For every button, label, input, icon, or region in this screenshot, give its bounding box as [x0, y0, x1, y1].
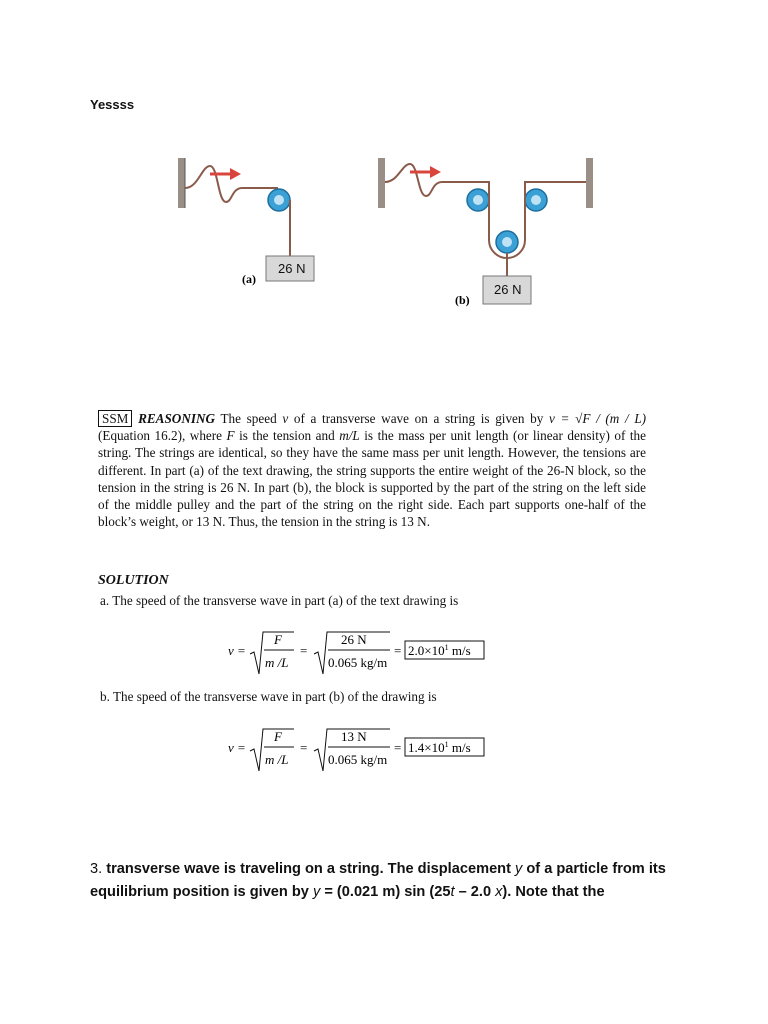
- figure-b: [372, 152, 608, 310]
- question-3-var-y2: y: [312, 884, 321, 900]
- eq-b-equals: =: [300, 740, 308, 755]
- eq-a-equals-2: =: [394, 643, 402, 658]
- eq-b-equals-2: =: [394, 740, 402, 755]
- question-3-var-t: t: [450, 884, 455, 900]
- reasoning-paragraph: [98, 410, 646, 530]
- speed-formula: v = √F / (m / L): [549, 411, 647, 426]
- question-3-var-y: y: [515, 861, 523, 877]
- equation-a: [228, 624, 528, 684]
- question-3-number: 3.: [90, 861, 107, 877]
- figure-b-label: (b): [455, 293, 470, 307]
- ssm-badge: SSM: [98, 410, 132, 427]
- eq-a-denominator: 0.065 kg/m: [328, 655, 388, 670]
- eq-b-ml: m /L: [265, 752, 289, 767]
- eq-a-f: F: [274, 632, 282, 647]
- eq-b-result: $1.4\times 10^1$ m/s: [408, 740, 471, 755]
- question-3-text-2: of a particle from its equilibrium position is given by: [90, 861, 666, 900]
- reasoning-heading: REASONING: [138, 411, 216, 426]
- reasoning-text-4: is the tension and: [239, 428, 335, 444]
- reasoning-section: [98, 410, 646, 530]
- reasoning-text-1: The speed: [220, 411, 277, 426]
- var-f: F: [226, 428, 235, 444]
- eq-b-f: F: [274, 729, 282, 744]
- figure-a-label: (a): [242, 272, 256, 286]
- eq-a-numerator: 26 N: [341, 632, 367, 647]
- question-3-text-1: transverse wave is traveling on a string. The displacement: [106, 861, 516, 877]
- wall-a: [178, 158, 185, 208]
- eq-b-lhs: v =: [228, 740, 246, 755]
- equation-b: [228, 721, 528, 781]
- question-3: [90, 858, 690, 904]
- eq-a-result: $2.0\times 10^1$ m/s: [408, 643, 471, 658]
- page-header: Yessss: [90, 97, 135, 112]
- solution-part-a-text: a. The speed of the transverse wave in part (a) of the text drawing is: [100, 593, 459, 608]
- block-a-label: 26 N: [278, 261, 306, 276]
- wall-b-left: [378, 158, 385, 208]
- reasoning-text-2: of a transverse wave on a string is given by: [293, 411, 544, 426]
- eq-b-numerator: 13 N: [341, 729, 367, 744]
- var-v: v: [282, 411, 289, 426]
- eq-a-lhs: v =: [228, 643, 246, 658]
- eq-b-denominator: 0.065 kg/m: [328, 752, 388, 767]
- eq-a-ml: m /L: [265, 655, 289, 670]
- solution-part-b-text: b. The speed of the transverse wave in part (b) of the drawing is: [100, 689, 437, 704]
- figure-a: [170, 152, 330, 287]
- reasoning-text-5: is the mass per unit length (or linear density) of the string. The strings are identical, so they have the same mass per unit length. However, the tensions are different. In part (a) of the text drawing, the string supports the entire weight of the 26-N block, so the tension in the string is 26 N. In part (b), the block is supported by the part of the string on the left side of the middle pulley and the part of the string on the right side. Each part supports one-half of the block’s weight, or 13 N. Thus, the tension in the string is 13 N.: [98, 428, 646, 530]
- eq-a-equals: =: [300, 643, 308, 658]
- question-3-text-3: = (0.021 m) sin (25: [320, 884, 451, 900]
- question-3-var-x: x: [495, 884, 503, 900]
- question-3-text-5: ). Note that the: [502, 884, 605, 900]
- var-ml: m/L: [339, 428, 360, 444]
- wall-b-right: [586, 158, 593, 208]
- block-b-label: 26 N: [494, 282, 522, 297]
- reasoning-text-3: (Equation 16.2), where: [98, 428, 223, 444]
- solution-heading: SOLUTION: [98, 573, 169, 588]
- question-3-text-4: – 2.0: [454, 884, 496, 900]
